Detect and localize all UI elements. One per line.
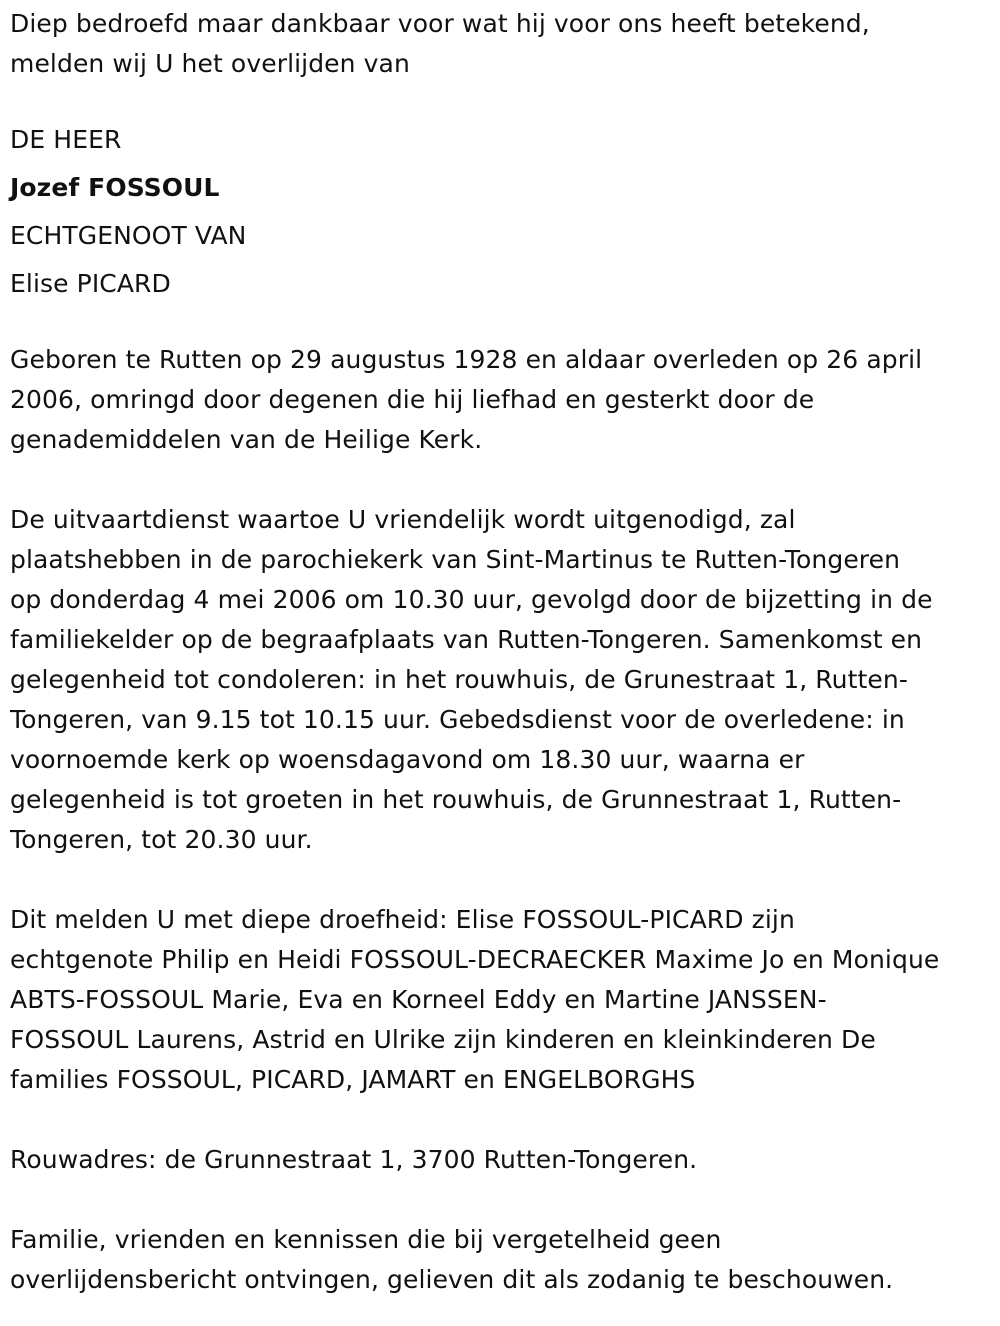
funeral-paragraph	[10, 500, 995, 860]
paragraph-line: gelegenheid is tot groeten in het rouwhuis, de Grunnestraat 1, Rutten-	[10, 785, 902, 814]
intro-line: melden wij U het overlijden van	[10, 49, 410, 78]
paragraph-line: genademiddelen van de Heilige Kerk.	[10, 425, 483, 454]
spacer	[10, 1100, 995, 1140]
address-paragraph	[10, 1140, 995, 1180]
paragraph-line: familiekelder op de begraafplaats van Rutten-Tongeren. Samenkomst en	[10, 625, 923, 654]
paragraph-line: FOSSOUL Laurens, Astrid en Ulrike zijn kinderen en kleinkinderen De	[10, 1025, 876, 1054]
paragraph-line: 2006, omringd door degenen die hij liefhad en gesterkt door de	[10, 385, 815, 414]
paragraph-line: ABTS-FOSSOUL Marie, Eva en Korneel Eddy en Martine JANSSEN-	[10, 985, 827, 1014]
paragraph-line: op donderdag 4 mei 2006 om 10.30 uur, gevolgd door de bijzetting in de	[10, 585, 933, 614]
spacer	[10, 1180, 995, 1220]
birth-death-paragraph	[10, 340, 995, 460]
intro-paragraph	[10, 4, 995, 84]
paragraph-line: echtgenote Philip en Heidi FOSSOUL-DECRAECKER Maxime Jo en Monique	[10, 945, 940, 974]
spacer	[10, 308, 995, 340]
spacer	[10, 460, 995, 500]
spacer	[10, 860, 995, 900]
deceased-name: Jozef FOSSOUL	[10, 173, 220, 202]
paragraph-line: Familie, vrienden en kennissen die bij vergetelheid geen	[10, 1225, 722, 1254]
closing-paragraph	[10, 1220, 995, 1300]
obituary-notice	[10, 4, 995, 1300]
paragraph-line: plaatshebben in de parochiekerk van Sint-Martinus te Rutten-Tongeren	[10, 545, 901, 574]
spouse-name: Elise PICARD	[10, 269, 171, 298]
paragraph-line: families FOSSOUL, PICARD, JAMART en ENGELBORGHS	[10, 1065, 696, 1094]
paragraph-line: Geboren te Rutten op 29 augustus 1928 en aldaar overleden op 26 april	[10, 345, 923, 374]
paragraph-line: De uitvaartdienst waartoe U vriendelijk wordt uitgenodigd, zal	[10, 505, 796, 534]
paragraph-line: Tongeren, tot 20.30 uur.	[10, 825, 313, 854]
intro-line: Diep bedroefd maar dankbaar voor wat hij voor ons heeft betekend,	[10, 9, 870, 38]
paragraph-line: Dit melden U met diepe droefheid: Elise FOSSOUL-PICARD zijn	[10, 905, 795, 934]
family-paragraph	[10, 900, 995, 1100]
deceased-block	[10, 116, 995, 308]
paragraph-line: gelegenheid tot condoleren: in het rouwhuis, de Grunestraat 1, Rutten-	[10, 665, 908, 694]
honorific: DE HEER	[10, 125, 122, 154]
spacer	[10, 84, 995, 116]
paragraph-line: Tongeren, van 9.15 tot 10.15 uur. Gebedsdienst voor de overledene: in	[10, 705, 905, 734]
mourning-address: Rouwadres: de Grunnestraat 1, 3700 Rutten-Tongeren.	[10, 1145, 698, 1174]
paragraph-line: voornoemde kerk op woensdagavond om 18.30 uur, waarna er	[10, 745, 805, 774]
relation-label: ECHTGENOOT VAN	[10, 221, 247, 250]
paragraph-line: overlijdensbericht ontvingen, gelieven dit als zodanig te beschouwen.	[10, 1265, 894, 1294]
